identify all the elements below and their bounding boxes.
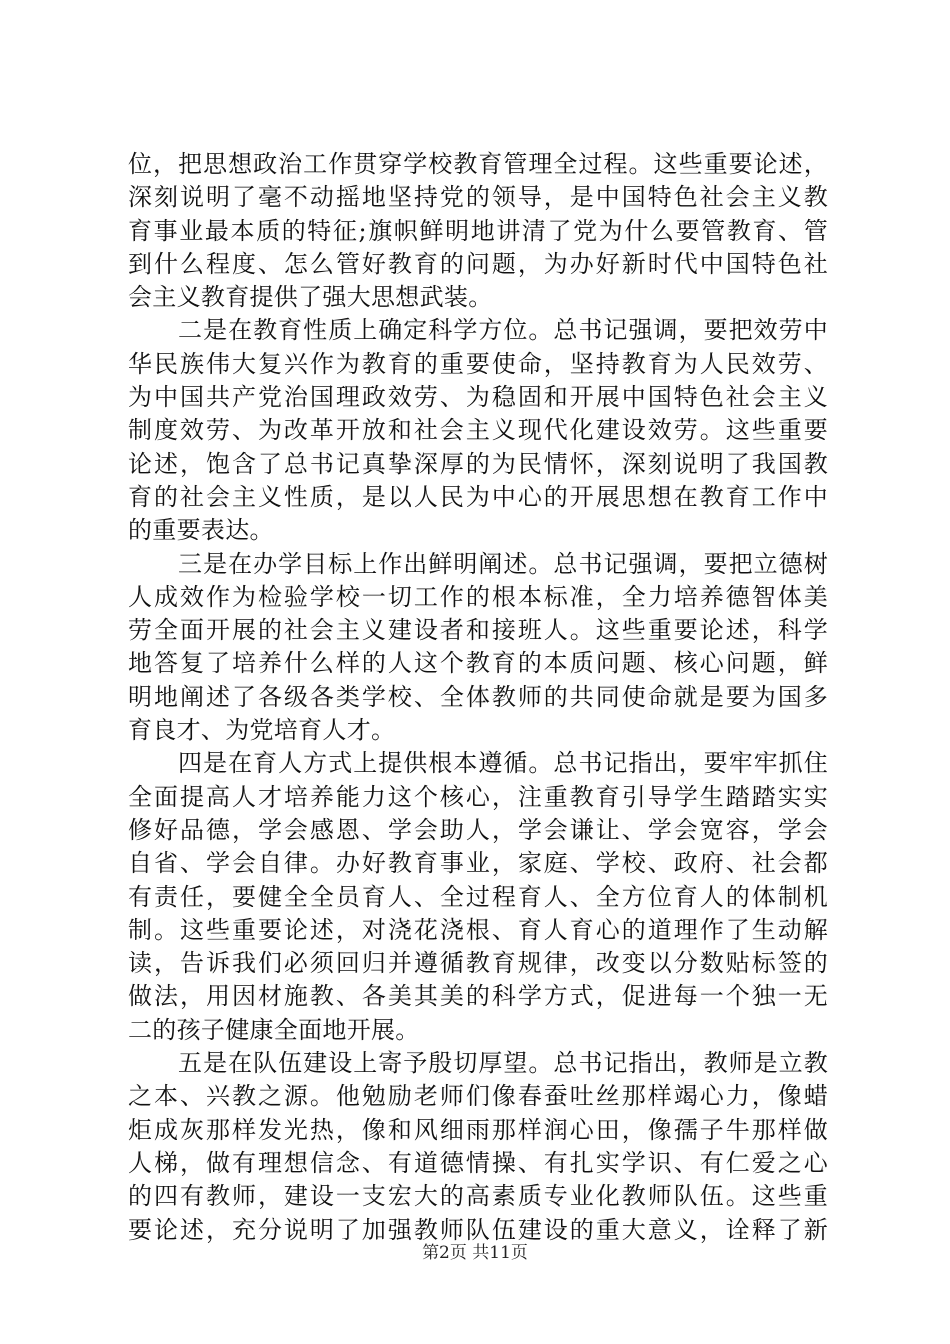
- text-line: 五是在队伍建设上寄予殷切厚望。总书记指出，教师是立教: [128, 1049, 828, 1078]
- text-line: 三是在办学目标上作出鲜明阐述。总书记强调，要把立德树: [128, 549, 828, 578]
- text-line: 有责任，要健全全员育人、全过程育人、全方位育人的体制机: [128, 882, 828, 911]
- text-line: 会主义教育提供了强大思想武装。: [128, 283, 493, 312]
- text-line: 育良才、为党培育人才。: [128, 716, 396, 745]
- text-line: 为中国共产党治国理政效劳、为稳固和开展中国特色社会主义: [128, 383, 828, 412]
- text-line: 自省、学会自律。办好教育事业，家庭、学校、政府、社会都: [128, 849, 828, 878]
- text-line: 二的孩子健康全面地开展。: [128, 1015, 420, 1044]
- text-line: 之本、兴教之源。他勉励老师们像春蚕吐丝那样竭心力，像蜡: [128, 1082, 828, 1111]
- text-line: 的四有教师，建设一支宏大的高素质专业化教师队伍。这些重: [128, 1182, 828, 1211]
- text-line: 人梯，做有理想信念、有道德情操、有扎实学识、有仁爱之心: [128, 1148, 828, 1177]
- text-line: 明地阐述了各级各类学校、全体教师的共同使命就是要为国多: [128, 682, 828, 711]
- text-line: 深刻说明了毫不动摇地坚持党的领导，是中国特色社会主义教: [128, 183, 828, 212]
- text-line: 华民族伟大复兴作为教育的重要使命，坚持教育为人民效劳、: [128, 349, 828, 378]
- text-line: 人成效作为检验学校一切工作的根本标准，全力培养德智体美: [128, 582, 828, 611]
- text-line: 读，告诉我们必须回归并遵循教育规律，改变以分数贴标签的: [128, 949, 828, 978]
- page-number-footer: 第2页 共11页: [422, 1243, 528, 1263]
- text-line: 修好品德，学会感恩、学会助人，学会谦让、学会宽容，学会: [128, 815, 828, 844]
- text-line: 到什么程度、怎么管好教育的问题，为办好新时代中国特色社: [128, 249, 828, 278]
- text-line: 做法，用因材施教、各美其美的科学方式，促进每一个独一无: [128, 982, 828, 1011]
- text-line: 制。这些重要论述，对浇花浇根、育人育心的道理作了生动解: [128, 915, 828, 944]
- text-line: 地答复了培养什么样的人这个教育的本质问题、核心问题，鲜: [128, 649, 828, 678]
- text-line: 的重要表达。: [128, 516, 274, 545]
- text-line: 全面提高人才培养能力这个核心，注重教育引导学生踏踏实实: [128, 782, 828, 811]
- text-line: 要论述，充分说明了加强教师队伍建设的重大意义，诠释了新: [128, 1215, 828, 1244]
- document-body: [128, 148, 828, 1247]
- text-line: 育事业最本质的特征;旗帜鲜明地讲清了党为什么要管教育、管: [128, 216, 828, 245]
- text-line: 二是在教育性质上确定科学方位。总书记强调，要把效劳中: [128, 316, 828, 345]
- text-line: 制度效劳、为改革开放和社会主义现代化建设效劳。这些重要: [128, 416, 828, 445]
- text-line: 位，把思想政治工作贯穿学校教育管理全过程。这些重要论述，: [128, 150, 828, 178]
- text-line: 论述，饱含了总书记真挚深厚的为民情怀，深刻说明了我国教: [128, 449, 828, 478]
- text-line: 劳全面开展的社会主义建设者和接班人。这些重要论述，科学: [128, 616, 828, 645]
- text-line: 炬成灰那样发光热，像和风细雨那样润心田，像孺子牛那样做: [128, 1115, 828, 1144]
- text-line: 育的社会主义性质，是以人民为中心的开展思想在教育工作中: [128, 482, 828, 511]
- text-line: 四是在育人方式上提供根本遵循。总书记指出，要牢牢抓住: [128, 749, 828, 778]
